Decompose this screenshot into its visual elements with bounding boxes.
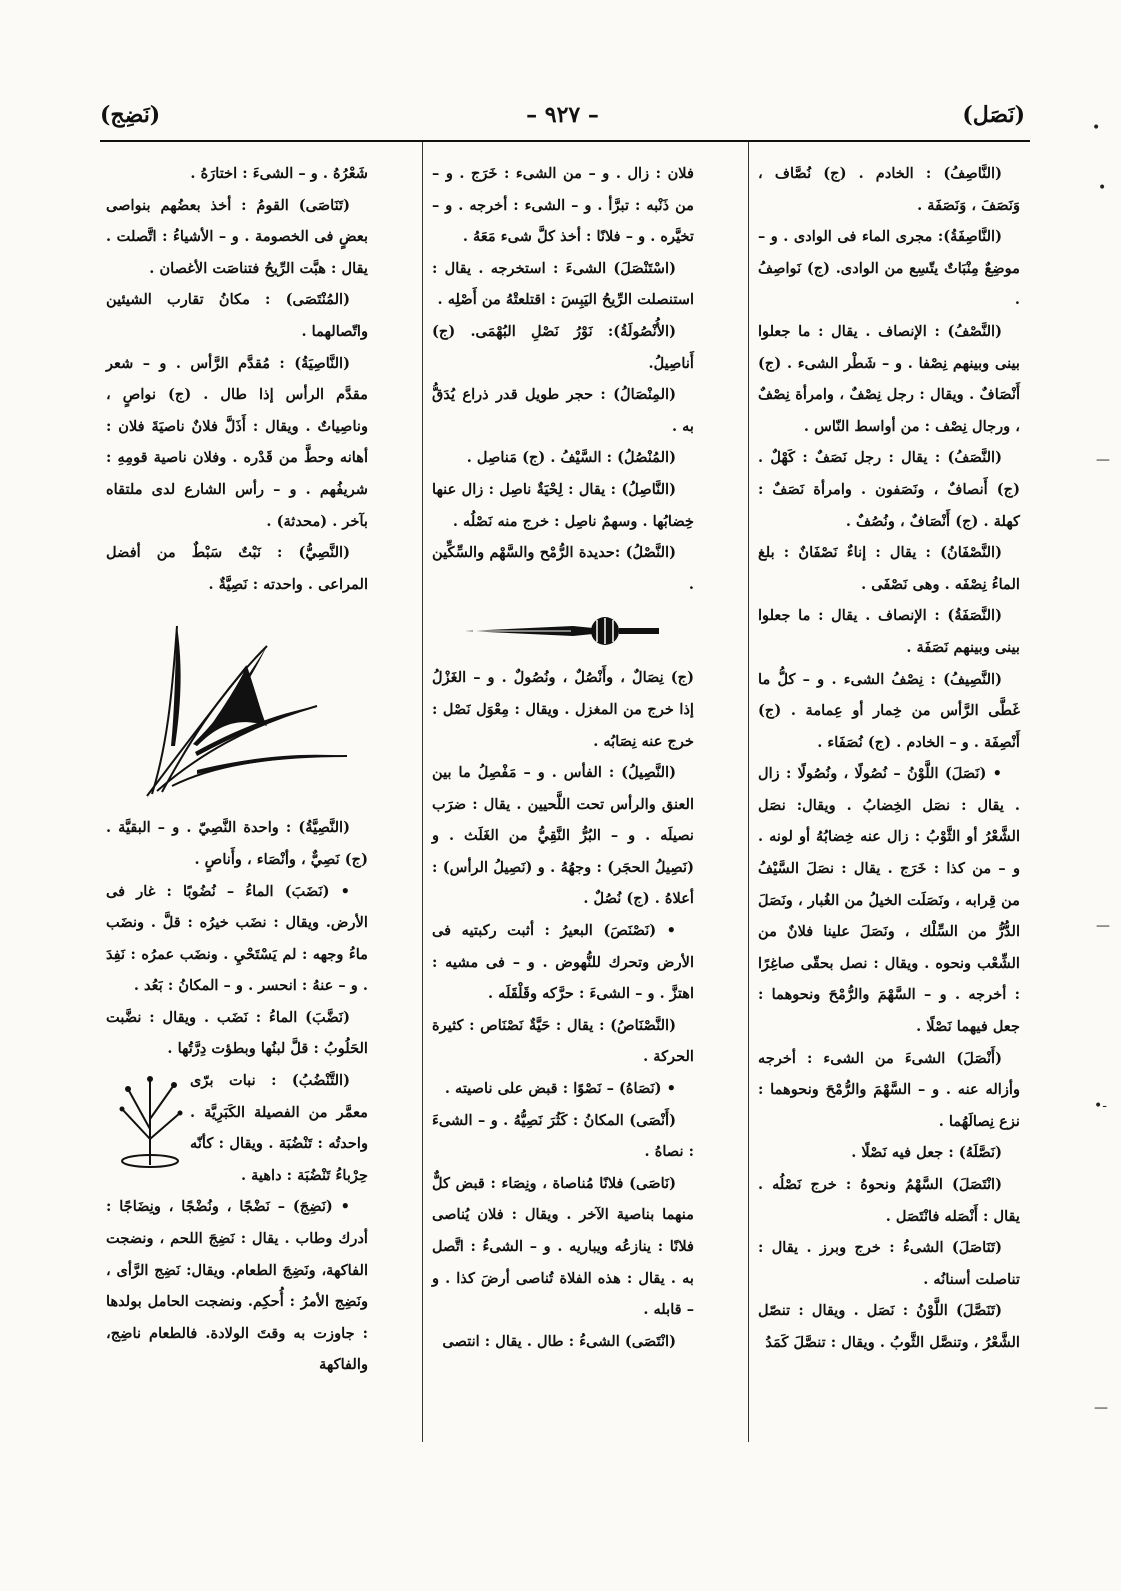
margin-mark: — — [1096, 918, 1110, 934]
entry: (الأُنْصُولَةُ): نَوْرُ نَصْلِ البُهْمَى. (ج) أَناصِيلُ. — [432, 322, 694, 372]
entry: (المُنْتَصَى) : مكانُ تقارب الشيئين واتّصالهما . — [106, 291, 368, 340]
entry: (التَّنْضُبُ) : نبات برّى معمَّر من الفصيلة الكَبَرِيَّة . واحدتُه : تَنْضُبَة . ويقال : كأنّه حِرْباءُ تَنْضُبَة : داهية . — [190, 1072, 368, 1184]
entry: (المِنْصَالُ) : حجر طويل قدر ذراع يُدَقُّ به . — [432, 386, 694, 435]
entry: (أَنْصَلَ) الشىءَ من الشىء : أخرجه وأزاله عنه . و – السَّهْمَ والرُّمْحَ ونحوهما : نزع نِصالَهُما . — [758, 1049, 1020, 1130]
entry: • (نَضَبَ) الماءُ – نُضُوبًا : غار فى الأرض. ويقال : نضَب خيرُه : قلَّ . ونضَب ماءُ وجهه : لم يَسْتَحْيِ . ونضَب عمرُه : نَفِدَ . و – عنهُ : انحسر . و – المكانُ : بَعُد . — [106, 882, 368, 995]
entry: (النَّاصِفَةُ): مجرى الماء فى الوادى . و – موضِعٌ مِنْبَاتٌ يتّسِع من الوادى. (ج) نَواصِفُ . — [758, 228, 1020, 309]
nasiy-plant-illustration — [106, 606, 368, 806]
entry: شَعْرُهُ . و – الشىءَ : اختارَهُ . — [190, 165, 368, 182]
entry: (النَّصِيلُ) : الفأس . و – مَفْصِلُ ما بين العنق والرأس تحت اللَّحيين . يقال : ضرَب نصيلَه . و – البُرُّ النَّقِيُّ من الغَلَث . و (نَصِيلُ الحجَر) : وجهُهُ . و (نَصِيلُ الرأس) : أعلاهُ . (ج) نُصُلٌ . — [432, 764, 694, 908]
entry: (المُنْصُلُ) : السَّيْفُ . (ج) مَناصِل . — [466, 449, 676, 467]
header-left-guide-word: (نَضِج) — [100, 102, 161, 128]
entry: (نَضَّبَ) الماءُ : نَضَب . ويقال : نضَّبت الحَلُوبُ : قلَّ لبنُها وبطؤت دِرَّتُها . — [106, 1008, 368, 1058]
column-left — [106, 158, 368, 1381]
entry: (النَّاصِيَةُ) : مُقدَّم الرَّأس . و – شعر مقدَّم الرأس إذا طال . (ج) نواصٍ ، وناصِياتٌ . ويقال : أَذَلَّ فلانٌ ناصيَةَ فلان : أهانه وحطَّ من قَدْره . وفلان ناصية قومِهِ : شريفُهم . و – رأس الشارع لدى ملتقاه بآخر . (محدثة) . — [106, 354, 368, 530]
entry: (النَّصِيَّةُ) : واحدة النَّصِيّ . و – البقيَّة . (ج) نَصِيٌّ ، وأنْصَاء ، وأَناصٍ . — [106, 819, 368, 868]
column-divider-left — [422, 142, 423, 1442]
margin-mark: • — [1092, 120, 1101, 136]
tandub-plant-illustration — [114, 1069, 186, 1169]
entry: (تَنَصَّلَ) اللَّوْنُ : نَصَل . ويقال : تنصّل الشَّعْرُ ، وتنصَّل الثَّوبُ . ويقال : تنصَّلَ كَمَدُ — [758, 1302, 1020, 1351]
margin-mark: • — [1098, 180, 1107, 196]
entry: (اسْتَنْصَلَ) الشىءَ : استخرجه . يقال : استنصلت الرِّيحُ اليَبِسَ : اقتلعتْهُ من أَصْلِه . — [432, 259, 694, 309]
page-header — [100, 96, 1025, 136]
entry: (انْتَصَلَ) السَّهْمُ ونحوهُ : خرج نَصْلُه . يقال : أَنْصَله فانْتَصَل . — [758, 1176, 1020, 1225]
entry: • (نَصَلَ) اللَّوْنُ – نُصُولًا ، ونُصُولًا : زال . يقال : نصَل الخِضابُ . ويقال: نصَل الشَّعْرُ أو الثَّوْبُ : زال عنه خِضابُهُ أو لونه . و – من كذا : خَرَج . يقال : نصَلَ السَّيْفُ من قِرابه ، ونَصَلَت الخيلُ من الغُبار ، ونَصَلَ الدُّرُّ من السِّلْك ، ونَصَلَ علينا فلانٌ من الشِّعْب ونحوه . ويقال : نصل بحقّى صاغِرًا : أخرجه . و – السَّهْمَ والرُّمْحَ ونحوهما : جعل فيهما نَصْلًا . — [758, 765, 1020, 1036]
entry: (النَّصِيفُ) : نِصْفُ الشىء . و – كلُّ ما غَطَّى الرَّأس من خِمار أو عِمامة . (ج) أَنْصِفَة . و – الخادم . (ج) نُصَفَاء . — [758, 670, 1020, 751]
entry: (النَّصِيُّ) : نَبْتٌ سَبْطٌ من أفضل المراعى . واحدته : نَصِيَّةٌ . — [106, 544, 368, 593]
entry: (ج) نِصَالٌ ، وأَنْصُلٌ ، ونُصُولٌ . و – الغَزْلُ إذا خرج من المغزل . ويقال : مِعْوَل نَصْل : خرج عنه نِصَابُه . — [432, 669, 694, 750]
entry: • (نَصْنَصَ) البعيرُ : أثبت ركبتيه فى الأرض وتحرك للنُّهوض . و – فى مشيه : اهتزَّ . و – الشىءَ : حرَّكه وقَلْقَلَه . — [432, 922, 694, 1003]
entry: (النَّصْفَانُ) : يقال : إناءٌ نَصْفَانٌ : بلغ الماءُ نِصْفَه . وهى نَصْفَى . — [758, 544, 1020, 593]
column-right — [758, 158, 1020, 1359]
spearhead-icon — [463, 606, 663, 656]
header-rule — [100, 140, 1030, 142]
column-middle — [432, 158, 694, 1357]
entry: (النَّصَفَةُ) : الإنصاف . يقال : ما جعلوا بينى وبينهم نَصَفَة . — [758, 607, 1020, 656]
entry: (النَّصْنَاصُ) : يقال : حَيَّةٌ نَصْنَاص : كثيرة الحركة . — [432, 1016, 694, 1066]
entry: (أَنْصَى) المكانُ : كَثُرَ نَصِيُّهُ . و – الشىءَ : نصاهُ . — [432, 1111, 694, 1161]
entry: (تَنَاصَلَ) الشىءُ : خرج وبرز . يقال : تناصلت أسنانُه . — [758, 1239, 1020, 1288]
margin-mark: -• — [1094, 1098, 1107, 1114]
column-divider-right — [748, 142, 749, 1442]
header-right-guide-word: (نَصَل) — [962, 102, 1025, 128]
page-number: – ٩٢٧ – — [526, 102, 599, 128]
entry: فلان : زال . و – من الشىء : خَرَج . و – من ذَنْبه : تبرَّأ . و – الشىء : أخرجه . و – تخيَّره . و – فلانًا : أخذ كلَّ شىء مَعَهُ . — [432, 165, 694, 246]
margin-mark: — — [1094, 1400, 1108, 1416]
margin-mark: — — [1096, 452, 1110, 468]
entry: • (نَضِجَ) – نَضْجًا ، ونُضْجًا ، ونِضَاجًا : أدرك وطاب . يقال : نَضِجَ اللحم ، ونضجت الفاكهة، ونَضِجَ الطعام. ويقال: نَضِج الرَّأى ، ونَضِج الأمرُ : أُحكِم. ونضجت الحامل بولدها : جاوزت به وقتَ الولادة. فالطعام ناضِج، والفاكهة — [106, 1198, 368, 1374]
entry: (النَّصْفُ) : الإنصاف . يقال : ما جعلوا بينى وبينهم نِصْفا . و – شَطْر الشىء . (ج) أَنْصَافٌ . ويقال : رجل نِصْفٌ ، وامرأة نِصْفٌ ، ورجال نِصْف : من أواسط النّاس . — [758, 322, 1020, 435]
entry: (النَّصْلُ) :حديدة الرُّمْح والسَّهْم والسِّكِّين . — [432, 544, 694, 593]
entry: • (نَصَاهُ) – نَصْوًا : قبض على ناصيته . — [444, 1080, 676, 1098]
entry: (النَّصَفُ) : يقال : رجل نَصَفٌ : كَهْلٌ . (ج) أَنصافٌ ، ونَصَفون . وامرأة نَصَفٌ : كهلة . (ج) أَنْصَافٌ ، ونُصُفٌ . — [758, 449, 1020, 530]
entry: (تَنَاصَى) القومُ : أخذ بعضُهم بنواصى بعضٍ فى الخصومة . و – الأشياءُ : اتَّصلت . يقال : هبَّت الرِّيحُ فتناصَت الأغصان . — [106, 196, 368, 277]
entry: (النَّاصِلُ) : يقال : لِحْيَةٌ ناصِل : زال عنها خِضابُها . وسهمٌ ناصِل : خرج منه نَصْلُه . — [432, 480, 694, 530]
entry: (انْتَصَى) الشىءُ : طال . يقال : انتصى — [442, 1332, 676, 1350]
entry: (النَّاصِفُ) : الخادم . (ج) نُصَّاف ، وَنَصَفَ ، وَنَصَفَة . — [758, 165, 1020, 214]
entry: (نَاصَى) فلانًا مُناصاة ، ونِصَاء : قبض كلٌّ منهما بناصية الآخر . ويقال : فلان يُناصى فلانًا : ينازعُه ويباريه . و – الشىءُ : اتَّصل به . يقال : هذه الفلاة تُناصى أرضَ كذا . و – قابله . — [432, 1174, 694, 1319]
spearhead-illustration — [432, 606, 694, 656]
entry: (نَصَّلَهُ) : جعل فيه نَصْلًا . — [851, 1144, 1002, 1162]
plant-icon — [117, 606, 357, 806]
